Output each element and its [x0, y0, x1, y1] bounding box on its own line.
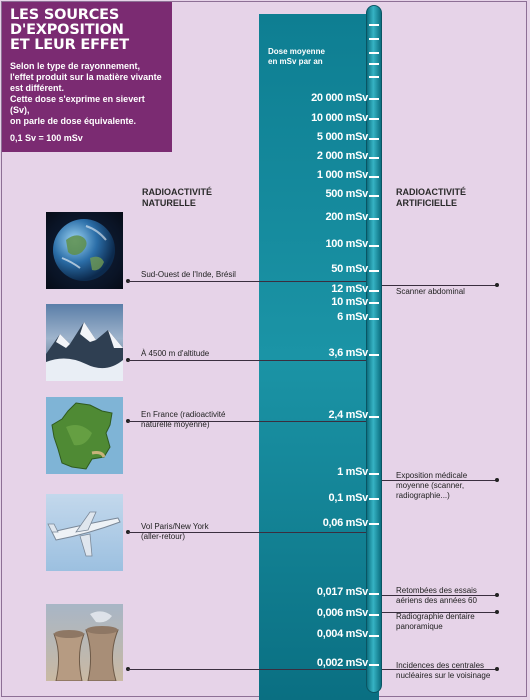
natural-source-line: En France (radioactivité [141, 410, 226, 419]
description-line: on parle de dose équivalente. [10, 116, 137, 126]
natural-source-label [141, 349, 209, 359]
tick-mark [369, 38, 379, 40]
tick-mark [369, 98, 379, 100]
artificielle-heading [396, 187, 466, 209]
connector-dot [495, 593, 499, 597]
artificial-source-label [396, 661, 490, 681]
scale-label [268, 47, 368, 67]
description-line: Selon le type de rayonnement, [10, 61, 141, 71]
dose-label: 0,002 mSv [316, 657, 368, 669]
tick-mark [369, 118, 379, 120]
tick-mark [369, 664, 379, 666]
scale-label-line: Dose moyenne [268, 47, 325, 56]
description-line: l'effet produit sur la matière vivante [10, 72, 162, 82]
dose-label: 12 mSv [331, 283, 368, 295]
connector-dot [495, 478, 499, 482]
title-line-1: LES SOURCES [10, 7, 120, 23]
connector-dot [495, 667, 499, 671]
dose-label: 0,06 mSv [322, 517, 368, 529]
artificial-source-label [396, 287, 465, 297]
tick-mark [369, 176, 379, 178]
dose-label: 50 mSv [331, 263, 368, 275]
heading-line: ARTIFICIELLE [396, 198, 457, 208]
tick-mark [369, 593, 379, 595]
tick-mark [369, 498, 379, 500]
natural-source-line: À 4500 m d'altitude [141, 349, 210, 358]
natural-source-line: (aller-retour) [141, 532, 186, 541]
tick-mark [369, 354, 379, 356]
dose-label: 20 000 mSv [311, 92, 368, 104]
artificial-source-line: panoramique [396, 622, 443, 631]
tick-mark [369, 473, 379, 475]
natural-source-label [141, 410, 225, 430]
natural-source-line: Vol Paris/New York [141, 522, 209, 531]
tick-mark [369, 270, 379, 272]
dose-label: 3,6 mSv [328, 347, 368, 359]
title-line-2: D'EXPOSITION [10, 22, 124, 38]
artificial-source-label [396, 471, 467, 501]
connector-line [128, 281, 366, 282]
artificial-source-label [396, 586, 477, 606]
tick-mark [369, 416, 379, 418]
connector-dot [495, 283, 499, 287]
dose-label: 0,1 mSv [328, 492, 368, 504]
dose-label: 6 mSv [337, 311, 368, 323]
dose-label: 2 000 mSv [316, 150, 368, 162]
description-line: est différent. [10, 83, 65, 93]
dose-label: 0,017 mSv [316, 586, 368, 598]
tick-mark [369, 218, 379, 220]
dose-scale-tube [366, 5, 382, 693]
dose-label: 2,4 mSv [328, 409, 368, 421]
tick-mark [369, 76, 379, 78]
tick-mark [369, 523, 379, 525]
tick-mark [369, 63, 379, 65]
cooling-towers-icon [46, 604, 123, 681]
artificial-source-line: nucléaires sur le voisinage [396, 671, 491, 680]
natural-source-line: Sud-Ouest de l'Inde, Brésil [141, 270, 236, 279]
title-line-3: ET LEUR EFFET [10, 37, 129, 53]
tick-mark [369, 24, 379, 26]
airplane-icon [46, 494, 123, 571]
dose-label: 10 mSv [331, 296, 368, 308]
unit-note: 0,1 Sv = 100 mSv [10, 133, 83, 143]
description-line: Cette dose s'exprime en sievert (Sv), [10, 94, 145, 115]
tick-mark [369, 245, 379, 247]
connector-line [128, 360, 366, 361]
dose-label: 100 mSv [325, 238, 368, 250]
dose-label: 1 000 mSv [316, 169, 368, 181]
heading-line: NATURELLE [142, 198, 196, 208]
dose-label: 10 000 mSv [311, 112, 368, 124]
dose-label: 200 mSv [325, 211, 368, 223]
scale-label-line: en mSv par an [268, 57, 323, 66]
tick-mark [369, 614, 379, 616]
heading-line: RADIOACTIVITÉ [396, 187, 467, 197]
tick-mark [369, 635, 379, 637]
artificial-source-line: Incidences des centrales [396, 661, 485, 670]
artificial-source-label [396, 612, 475, 632]
naturelle-heading [142, 187, 212, 209]
dose-label: 1 mSv [337, 466, 368, 478]
natural-source-label [141, 270, 236, 280]
earth-globe-icon [46, 212, 123, 289]
artificial-source-line: Exposition médicale [396, 471, 468, 480]
tick-mark [369, 290, 379, 292]
title-box [2, 2, 172, 152]
artificial-source-line: radiographie...) [396, 491, 450, 500]
natural-source-line: naturelle moyenne) [141, 420, 210, 429]
artificial-source-line: Retombées des essais [396, 586, 477, 595]
natural-source-label [141, 522, 209, 542]
tick-mark [369, 318, 379, 320]
france-map-icon [46, 397, 123, 474]
tick-mark [369, 138, 379, 140]
description [10, 61, 164, 127]
dose-label: 0,004 mSv [316, 628, 368, 640]
connector-dot [495, 610, 499, 614]
artificial-source-line: Radiographie dentaire [396, 612, 475, 621]
tick-mark [369, 195, 379, 197]
connector-line [382, 285, 497, 286]
artificial-source-line: aériens des années 60 [396, 596, 477, 605]
heading-line: RADIOACTIVITÉ [142, 187, 213, 197]
tick-mark [369, 157, 379, 159]
tick-mark [369, 302, 379, 304]
mountains-icon [46, 304, 123, 381]
dose-label: 500 mSv [325, 188, 368, 200]
dose-label: 0,006 mSv [316, 607, 368, 619]
artificial-source-line: Scanner abdominal [396, 287, 465, 296]
dose-label: 5 000 mSv [316, 131, 368, 143]
artificial-source-line: moyenne (scanner, [396, 481, 465, 490]
connector-line [128, 669, 366, 670]
tick-mark [369, 52, 379, 54]
